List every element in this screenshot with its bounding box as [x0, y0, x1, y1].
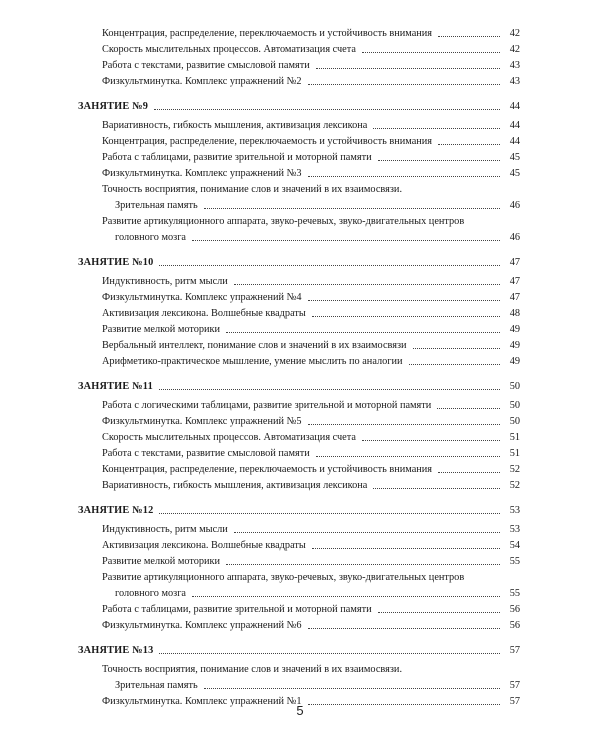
toc-page-number: 49 [509, 340, 520, 351]
toc-page-number: 55 [509, 588, 520, 599]
toc-leader-dots [159, 513, 500, 514]
toc-entry-title: Развитие артикуляционного аппарата, звуко-речевых, звуко-двигательных центров [102, 214, 466, 230]
toc-leader-dots [316, 68, 500, 69]
toc-page-number: 47 [509, 276, 520, 287]
toc-leader-dots [437, 408, 500, 409]
toc-page-number: 56 [509, 604, 520, 615]
toc-leader-dots [312, 548, 500, 549]
toc-leader-dots [308, 300, 500, 301]
toc-entry-title: Активизация лексикона. Волшебные квадраты [102, 538, 308, 554]
toc-page-number: 45 [509, 168, 520, 179]
toc-entry[interactable] [78, 118, 520, 134]
toc-entry-title: ЗАНЯТИЕ №9 [78, 99, 150, 115]
toc-entry-title: Развитие артикуляционного аппарата, звуко-речевых, звуко-двигательных центров [102, 570, 466, 586]
toc-entry[interactable] [78, 134, 520, 150]
toc-entry-title: Арифметико-практическое мышление, умение мыслить по аналогии [102, 354, 405, 370]
toc-entry-title: ЗАНЯТИЕ №12 [78, 503, 155, 519]
toc-leader-dots [308, 84, 500, 85]
toc-entry[interactable] [78, 618, 520, 634]
toc-page-number: 49 [509, 324, 520, 335]
toc-entry[interactable] [78, 274, 520, 290]
toc-leader-dots [362, 440, 500, 441]
toc-leader-dots [159, 265, 500, 266]
toc-leader-dots [378, 160, 500, 161]
toc-entry[interactable] [78, 338, 520, 354]
toc-entry-title: Концентрация, распределение, переключаемость и устойчивость внимания [102, 26, 434, 42]
toc-page-number: 47 [509, 257, 520, 268]
toc-entry[interactable] [78, 478, 520, 494]
toc-page-number: 44 [509, 101, 520, 112]
toc-page-number: 43 [509, 60, 520, 71]
toc-entry[interactable] [78, 306, 520, 322]
toc-entry[interactable] [78, 602, 520, 618]
toc-leader-dots [226, 564, 500, 565]
toc-entry[interactable] [78, 182, 520, 198]
toc-page-number: 54 [509, 540, 520, 551]
toc-leader-dots [204, 208, 500, 209]
toc-entry-title: Скорость мыслительных процессов. Автоматизация счета [102, 430, 358, 446]
toc-page-number: 42 [509, 28, 520, 39]
toc-entry[interactable] [78, 678, 520, 694]
toc-page-number: 44 [509, 136, 520, 147]
toc-entry-title: Индуктивность, ритм мысли [102, 522, 230, 538]
toc-heading[interactable] [78, 643, 520, 659]
toc-leader-dots [308, 628, 500, 629]
toc-entry[interactable] [78, 414, 520, 430]
toc-entry[interactable] [78, 322, 520, 338]
toc-page-number: 50 [509, 400, 520, 411]
toc-entry[interactable] [78, 446, 520, 462]
toc-entry[interactable] [78, 58, 520, 74]
toc-leader-dots [308, 176, 500, 177]
toc-page-number: 43 [509, 76, 520, 87]
toc-page-number: 57 [509, 696, 520, 707]
toc-page-number: 44 [509, 120, 520, 131]
toc-page-number: 57 [509, 680, 520, 691]
toc-entry-title: ЗАНЯТИЕ №10 [78, 255, 155, 271]
toc-heading[interactable] [78, 503, 520, 519]
toc-page-number: 49 [509, 356, 520, 367]
toc-entry-title: Физкультминутка. Комплекс упражнений №2 [102, 74, 304, 90]
toc-entry-title: головного мозга [115, 230, 188, 246]
toc-entry[interactable] [78, 150, 520, 166]
toc-page-number: 56 [509, 620, 520, 631]
toc-entry[interactable] [78, 214, 520, 230]
toc-heading[interactable] [78, 379, 520, 395]
toc-page-number: 45 [509, 152, 520, 163]
toc-page-number: 51 [509, 448, 520, 459]
toc-page-number: 50 [509, 416, 520, 427]
toc-entry-title: Вербальный интеллект, понимание слов и значений в их взаимосвязи [102, 338, 409, 354]
toc-page-number: 46 [509, 232, 520, 243]
toc-entry-title: ЗАНЯТИЕ №13 [78, 643, 155, 659]
toc-entry[interactable] [78, 74, 520, 90]
table-of-contents [78, 26, 520, 710]
toc-page-number: 51 [509, 432, 520, 443]
toc-entry[interactable] [78, 166, 520, 182]
toc-entry[interactable] [78, 430, 520, 446]
toc-leader-dots [312, 316, 500, 317]
toc-entry-title: Физкультминутка. Комплекс упражнений №1 [102, 694, 304, 710]
toc-entry[interactable] [78, 570, 520, 586]
toc-entry[interactable] [78, 198, 520, 214]
toc-entry-title: Зрительная память [115, 198, 200, 214]
toc-page-number: 57 [509, 645, 520, 656]
toc-entry-title: Вариативность, гибкость мышления, активизация лексикона [102, 118, 369, 134]
toc-entry[interactable] [78, 586, 520, 602]
toc-entry[interactable] [78, 398, 520, 414]
toc-page-number: 53 [509, 505, 520, 516]
toc-entry-title: Физкультминутка. Комплекс упражнений №5 [102, 414, 304, 430]
toc-entry[interactable] [78, 42, 520, 58]
toc-leader-dots [159, 653, 500, 654]
toc-entry[interactable] [78, 538, 520, 554]
toc-entry-title: Физкультминутка. Комплекс упражнений №3 [102, 166, 304, 182]
toc-entry[interactable] [78, 522, 520, 538]
toc-leader-dots [204, 688, 500, 689]
toc-entry-title: Вариативность, гибкость мышления, активизация лексикона [102, 478, 369, 494]
toc-entry-title: головного мозга [115, 586, 188, 602]
toc-page-number: 50 [509, 381, 520, 392]
toc-entry-title: Работа с логическими таблицами, развитие зрительной и моторной памяти [102, 398, 433, 414]
toc-entry-title: Активизация лексикона. Волшебные квадраты [102, 306, 308, 322]
toc-leader-dots [226, 332, 500, 333]
toc-entry[interactable] [78, 462, 520, 478]
toc-entry[interactable] [78, 554, 520, 570]
toc-entry-title: Концентрация, распределение, переключаемость и устойчивость внимания [102, 134, 434, 150]
toc-page-number: 48 [509, 308, 520, 319]
toc-entry-title: Точность восприятия, понимание слов и значений в их взаимосвязи. [102, 182, 404, 198]
toc-leader-dots [438, 36, 500, 37]
toc-leader-dots [373, 488, 500, 489]
toc-page-number: 52 [509, 480, 520, 491]
toc-leader-dots [159, 389, 500, 390]
toc-leader-dots [378, 612, 500, 613]
toc-page-number: 55 [509, 556, 520, 567]
toc-entry-title: ЗАНЯТИЕ №11 [78, 379, 155, 395]
toc-entry-title: Зрительная память [115, 678, 200, 694]
toc-entry-title: Индуктивность, ритм мысли [102, 274, 230, 290]
toc-leader-dots [154, 109, 500, 110]
toc-leader-dots [316, 456, 500, 457]
page-number: 5 [296, 703, 304, 718]
toc-entry-title: Работа с таблицами, развитие зрительной и моторной памяти [102, 150, 374, 166]
toc-leader-dots [192, 596, 500, 597]
toc-page-number: 52 [509, 464, 520, 475]
toc-entry-title: Концентрация, распределение, переключаемость и устойчивость внимания [102, 462, 434, 478]
toc-leader-dots [373, 128, 500, 129]
toc-leader-dots [308, 424, 500, 425]
toc-entry-title: Работа с текстами, развитие смысловой памяти [102, 446, 312, 462]
toc-entry-title: Скорость мыслительных процессов. Автоматизация счета [102, 42, 358, 58]
toc-entry-title: Физкультминутка. Комплекс упражнений №6 [102, 618, 304, 634]
toc-entry[interactable] [78, 354, 520, 370]
toc-entry-title: Точность восприятия, понимание слов и значений в их взаимосвязи. [102, 662, 404, 678]
toc-leader-dots [362, 52, 500, 53]
toc-entry-title: Развитие мелкой моторики [102, 554, 222, 570]
toc-leader-dots [438, 144, 500, 145]
toc-entry-title: Работа с текстами, развитие смысловой памяти [102, 58, 312, 74]
toc-leader-dots [234, 284, 500, 285]
toc-page-number: 53 [509, 524, 520, 535]
toc-entry[interactable] [78, 662, 520, 678]
toc-leader-dots [409, 364, 500, 365]
toc-entry[interactable] [78, 290, 520, 306]
toc-leader-dots [234, 532, 500, 533]
toc-leader-dots [413, 348, 500, 349]
toc-page-number: 46 [509, 200, 520, 211]
toc-leader-dots [192, 240, 500, 241]
toc-entry-title: Работа с таблицами, развитие зрительной и моторной памяти [102, 602, 374, 618]
toc-leader-dots [438, 472, 500, 473]
toc-heading[interactable] [78, 255, 520, 271]
toc-entry[interactable] [78, 230, 520, 246]
toc-page-number: 47 [509, 292, 520, 303]
toc-entry[interactable] [78, 26, 520, 42]
toc-heading[interactable] [78, 99, 520, 115]
toc-page-number: 42 [509, 44, 520, 55]
toc-entry-title: Развитие мелкой моторики [102, 322, 222, 338]
toc-entry-title: Физкультминутка. Комплекс упражнений №4 [102, 290, 304, 306]
